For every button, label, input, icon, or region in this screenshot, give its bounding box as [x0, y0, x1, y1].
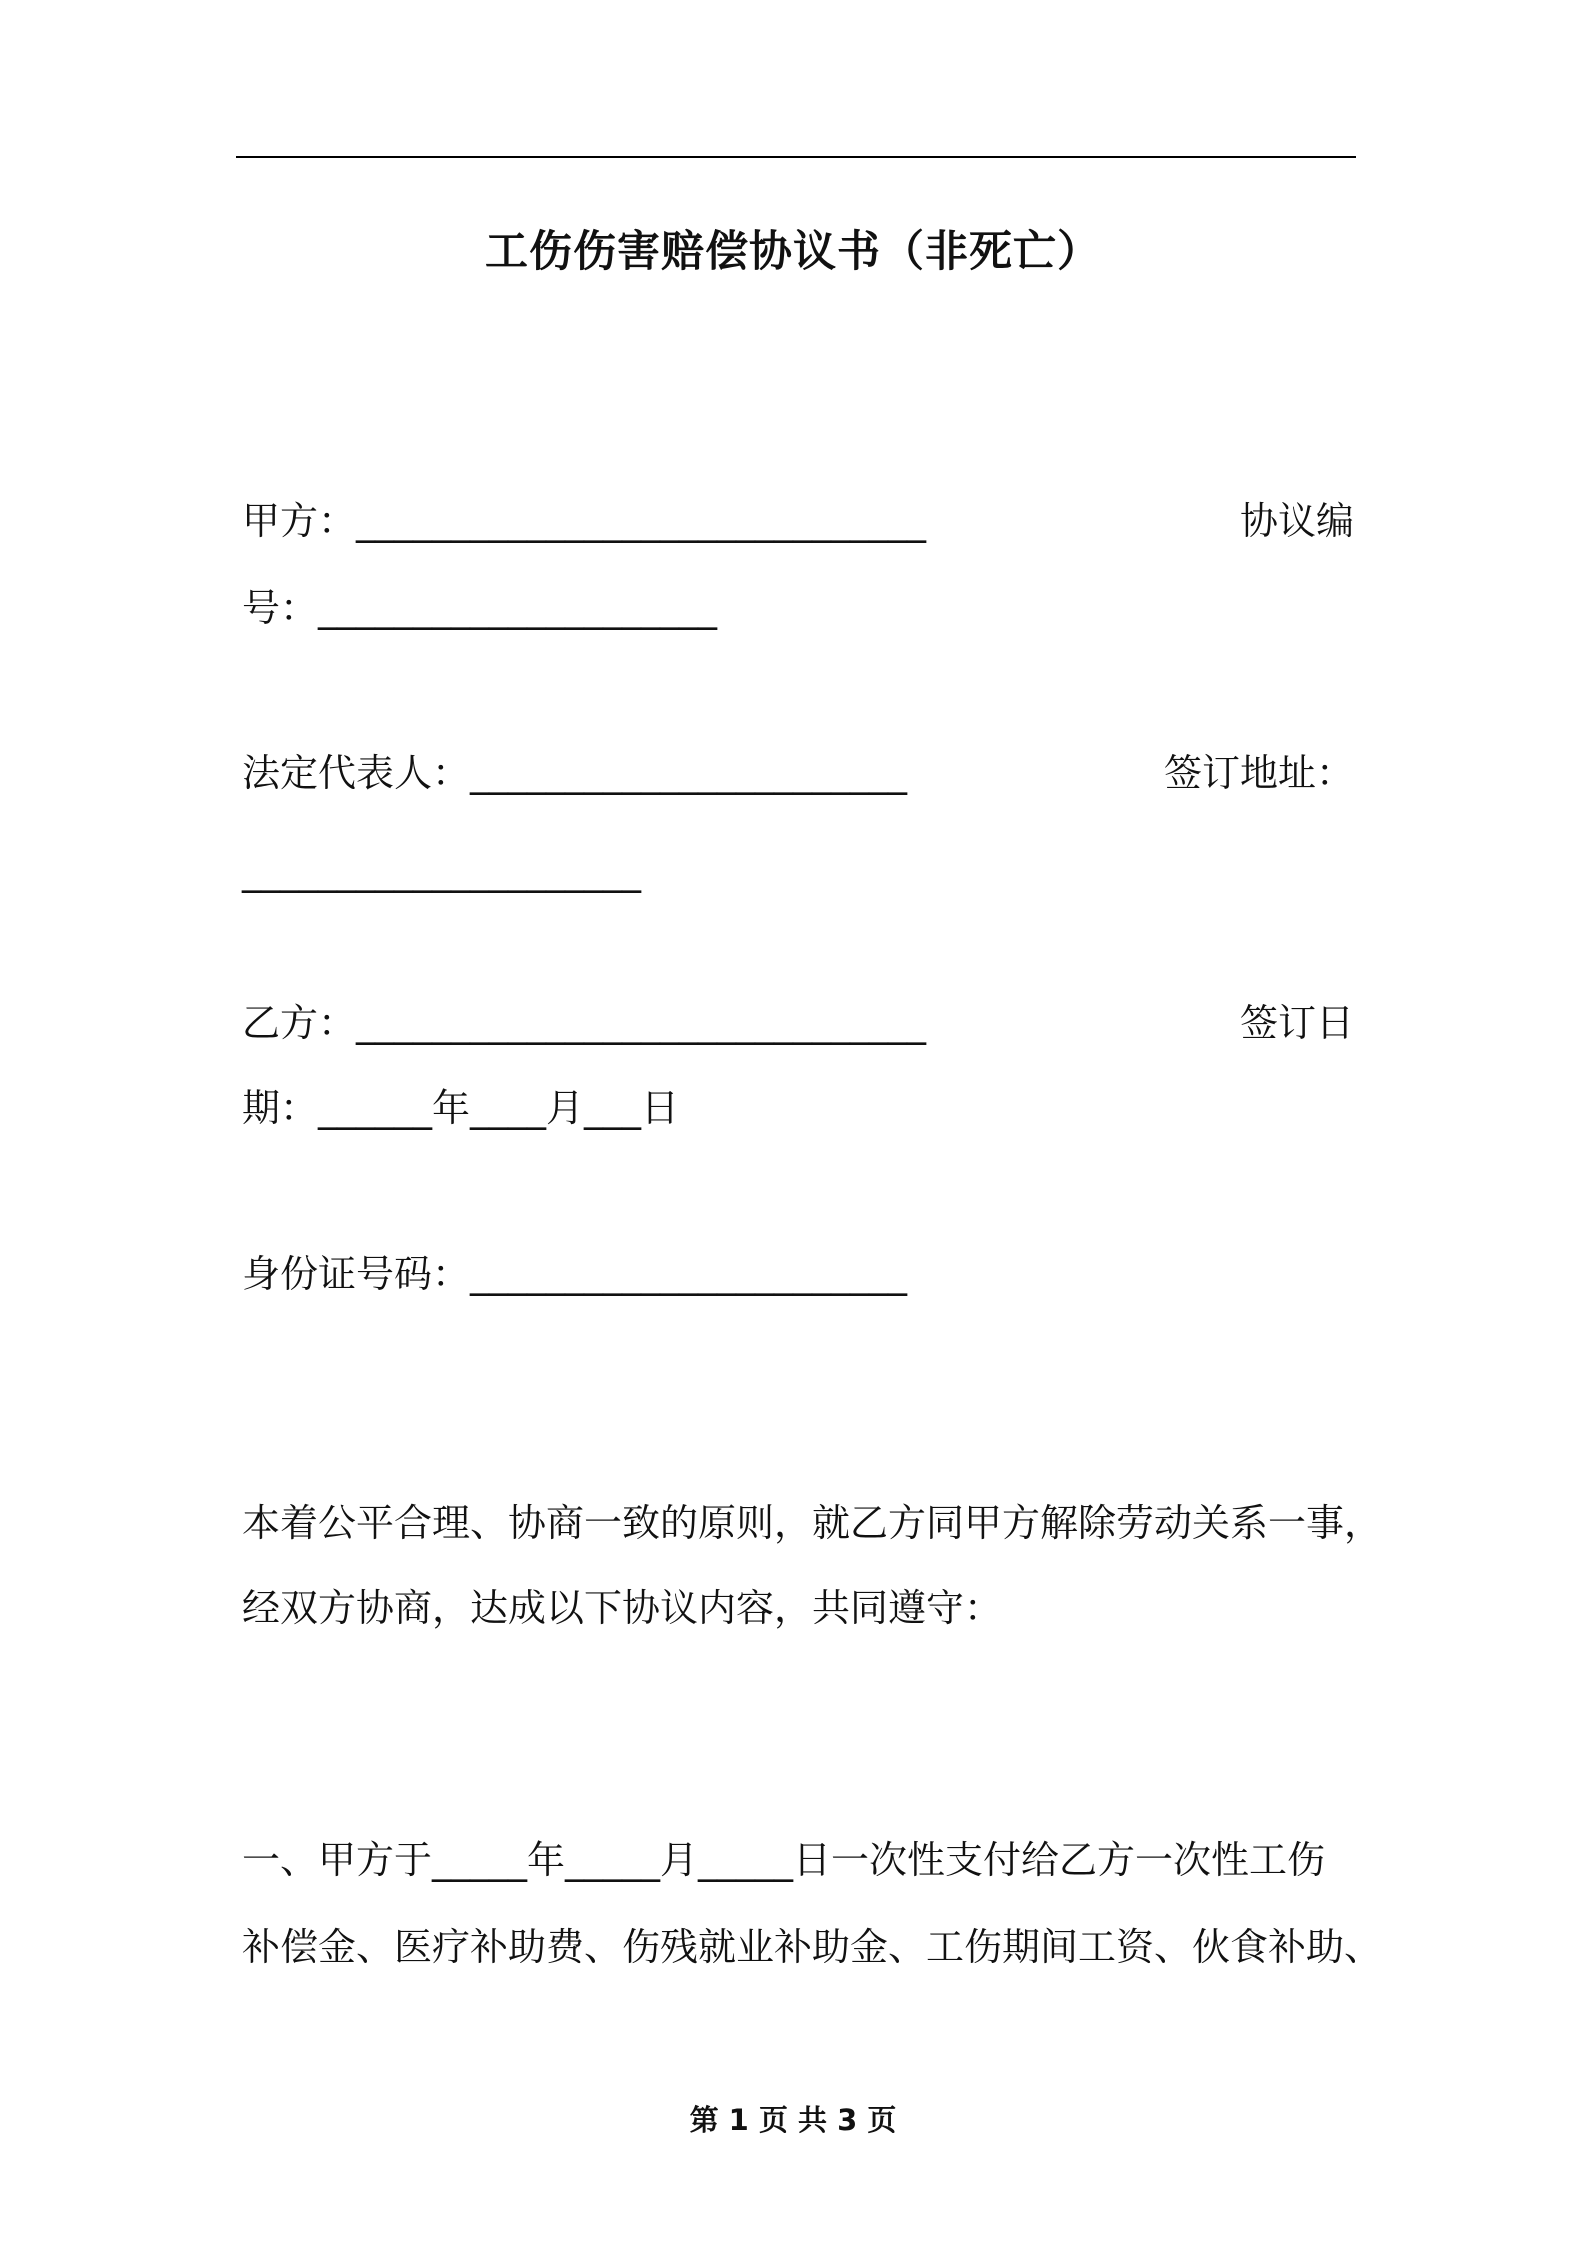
page-number: 第 1 页 共 3 页 [689, 2103, 897, 2137]
header-rule [236, 156, 1356, 158]
id-number-field: 身份证号码：_______________________ [242, 1252, 908, 1296]
clause-paragraph-line: 一、甲方于_____年_____月_____日一次性支付给乙方一次性工伤 [242, 1838, 1326, 1882]
clause-paragraph-line: 补偿金、医疗补助费、伤残就业补助金、工伤期间工资、伙食补助、 [242, 1925, 1383, 1969]
agreement-number-field: 号：_____________________ [242, 586, 718, 630]
signing-date-field: 期：______年____月___日 [242, 1086, 680, 1130]
party-b-field: 乙方：______________________________ [242, 1001, 927, 1045]
intro-paragraph-line: 本着公平合理、协商一致的原则，就乙方同甲方解除劳动关系一事， [242, 1501, 1383, 1545]
signing-address-label: 签订地址： [1163, 751, 1354, 795]
intro-paragraph-line: 经双方协商，达成以下协议内容，共同遵守： [242, 1586, 1003, 1630]
party-a-field: 甲方：______________________________ [242, 499, 927, 543]
legal-representative-field: 法定代表人：_______________________ [242, 751, 908, 795]
document-title: 工伤伤害赔偿协议书（非死亡） [485, 227, 1101, 277]
agreement-number-label: 协议编 [1239, 499, 1354, 543]
signing-address-field: _____________________ [242, 849, 641, 893]
signing-date-label: 签订日 [1239, 1001, 1354, 1045]
